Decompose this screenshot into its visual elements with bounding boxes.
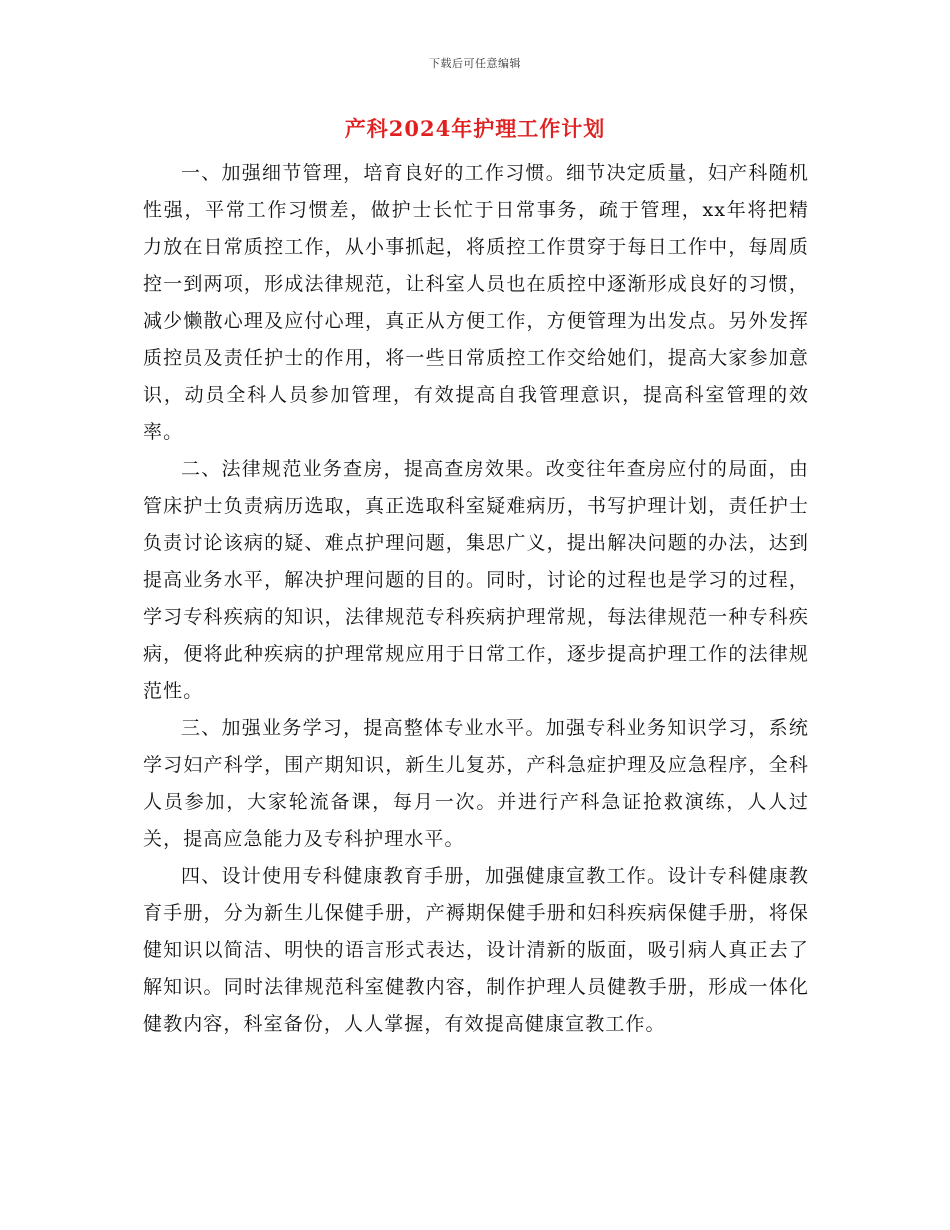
paragraph-4: 四、设计使用专科健康教育手册，加强健康宣教工作。设计专科健康教育手册，分为新生儿保健手册，产褥期保健手册和妇科疾病保健手册，将保健知识以简洁、明快的语言形式表达，设计清新的版面，吸引病人真正去了解知识。同时法律规范科室健教内容，制作护理人员健教手册，形成一体化健教内容，科室备份，人人掌握，有效提高健康宣教工作。 [143, 865, 809, 1035]
document-body [143, 155, 809, 1043]
paragraph-1: 一、加强细节管理，培育良好的工作习惯。细节决定质量，妇产科随机性强，平常工作习惯差，做护士长忙于日常事务，疏于管理，xx年将把精力放在日常质控工作，从小事抓起，将质控工作贯穿于每日工作中，每周质控一到两项，形成法律规范，让科室人员也在质控中逐渐形成良好的习惯，减少懒散心理及应付心理，真正从方便工作，方便管理为出发点。另外发挥质控员及责任护士的作用，将一些日常质控工作交给她们，提高大家参加意识，动员全科人员参加管理，有效提高自我管理意识，提高科室管理的效率。 [143, 162, 809, 443]
paragraph-2: 二、法律规范业务查房，提高查房效果。改变往年查房应付的局面，由管床护士负责病历选取，真正选取科室疑难病历，书写护理计划，责任护士负责讨论该病的疑、难点护理问题，集思广义，提出解决问题的办法，达到提高业务水平，解决护理问题的目的。同时，讨论的过程也是学习的过程，学习专科疾病的知识，法律规范专科疾病护理常规，每法律规范一种专科疾病，便将此种疾病的护理常规应用于日常工作，逐步提高护理工作的法律规范性。 [143, 458, 809, 702]
page-header: 下载后可任意编辑 [429, 57, 521, 70]
document-title: 产科2024年护理工作计划 [344, 116, 606, 141]
paragraph-3: 三、加强业务学习，提高整体专业水平。加强专科业务知识学习，系统学习妇产科学，围产期知识，新生儿复苏，产科急症护理及应急程序，全科人员参加，大家轮流备课，每月一次。并进行产科急证抢救演练，人人过关，提高应急能力及专科护理水平。 [143, 717, 809, 850]
